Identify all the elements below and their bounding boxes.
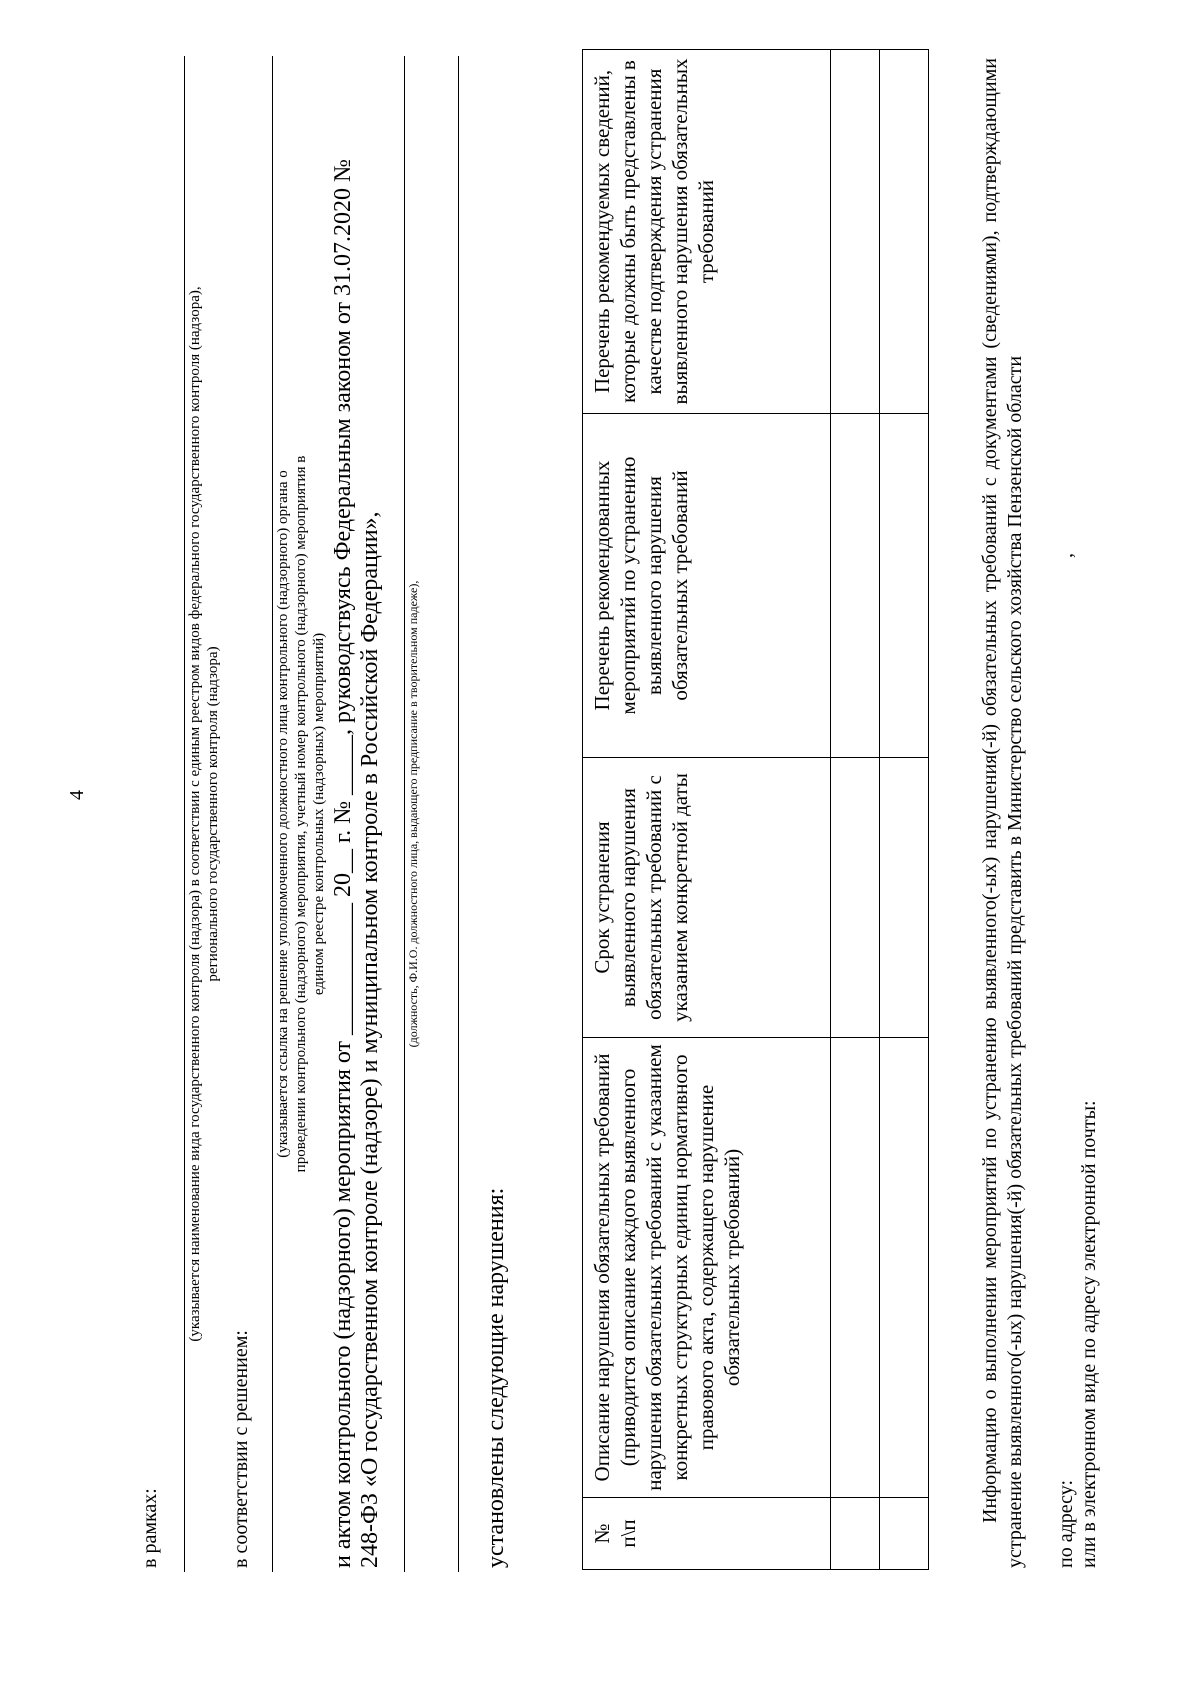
act-line1: и актом контрольного (надзорного) мероприятия от ___________ 20__ г. № _____, руководствуясь Федеральным законом от 31.07.2020 №	[330, 159, 356, 1568]
table-cell	[880, 50, 929, 414]
note-decision-line3: едином реестре контрольных (надзорных) мероприятий)	[311, 632, 327, 996]
table-cell	[831, 1038, 880, 1498]
table-cell	[831, 414, 880, 758]
header-confirmation-info: Перечень рекомендуемых сведений, которые должны быть представлены в качестве подтверждения устранения выявленного нарушения обязательных требований	[583, 50, 831, 414]
table-cell	[831, 1498, 880, 1570]
violations-table	[582, 49, 929, 1570]
note-decision-line2: проведении контрольного (надзорного) мероприятия, учетный номер контрольного (надзорного) мероприятия в	[293, 455, 309, 1173]
header-number: № п\п	[583, 1498, 831, 1570]
table-cell	[880, 1038, 929, 1498]
header-violation-description: Описание нарушения обязательных требований (приводится описание каждого выявленного нарушения обязательных требований с указанием конкретных структурных единиц нормативного правового акта, содержащего нарушение обязательных требований)	[583, 1038, 831, 1498]
fill-line-official	[404, 56, 405, 1572]
note-control-type-line2: регионального государственного контроля (надзора)	[205, 646, 221, 982]
note-control-type-line1: (указывается наименование вида государственного контроля (надзора) в соответствии с единым реестром видов федерального государственного контроля (надзора),	[187, 286, 203, 1342]
note-decision-line1: (указывается ссылка на решение уполномоченного должностного лица контрольного (надзорного) органа о	[275, 470, 291, 1158]
address-label: по адресу:	[1055, 1479, 1077, 1568]
table-cell	[880, 1498, 929, 1570]
email-label: или в электронном виде по адресу электронной почты:	[1078, 1100, 1100, 1568]
info-paragraph: Информацию о выполнении мероприятий по устранению выявленного(-ых) нарушения(-й) обязательных требований с документами (сведениями), подтверждающими устранение выявленного(-ых) нарушения(-й) обязательных требований представить в Министерство сельского хозяйства Пензенской области	[979, 58, 1026, 1568]
table-cell	[880, 414, 929, 758]
fill-line-official-2	[458, 56, 459, 1572]
table-row	[880, 50, 929, 1570]
violations-label: установлены следующие нарушения:	[483, 1187, 509, 1568]
fill-line-decision	[272, 56, 273, 1572]
table-cell	[831, 50, 880, 414]
according-decision-label: в соответствии с решением:	[230, 1330, 252, 1568]
act-line2: 248-ФЗ «О государственном контроле (надзоре) и муниципальном контроле в Российской Федерации»,	[357, 511, 383, 1568]
table-row	[831, 50, 880, 1570]
fill-line-control-type	[184, 56, 185, 1572]
in-frame-label: в рамках:	[139, 1488, 161, 1568]
address-comma: ,	[1055, 553, 1077, 558]
table-cell	[880, 758, 929, 1038]
note-official: (должность, Ф.И.О. должностного лица, выдающего предписание в творительном падеже),	[406, 580, 420, 1048]
page-number: 4	[66, 790, 88, 800]
table-cell	[831, 758, 880, 1038]
header-recommended-measures: Перечень рекомендованных мероприятий по устранению выявленного нарушения обязательных требований	[583, 414, 831, 758]
table-header-row	[583, 50, 831, 1570]
header-deadline: Срок устранения выявленного нарушения обязательных требований с указанием конкретной даты	[583, 758, 831, 1038]
